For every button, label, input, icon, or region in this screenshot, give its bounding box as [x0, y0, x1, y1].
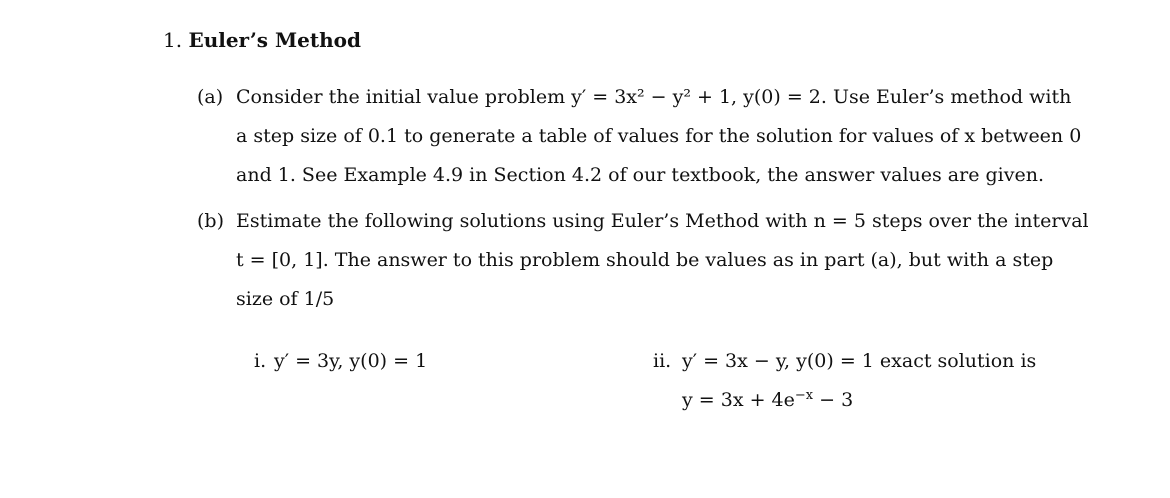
part-a-line-1: Consider the initial value problem y′ = 3x² − y² + 1, y(0) = 2. Use Euler’s method with — [236, 86, 1072, 108]
item-i-label: i. — [254, 350, 267, 372]
section-number: 1. — [163, 28, 183, 52]
item-ii-equation: y′ = 3x − y, y(0) = 1 exact solution is — [682, 350, 1037, 372]
part-b-line-3: size of 1/5 — [236, 288, 335, 310]
section-title: Euler’s Method — [188, 28, 361, 52]
part-a-line-3: and 1. See Example 4.9 in Section 4.2 of our textbook, the answer values are given. — [236, 164, 1044, 186]
part-b-line-2: t = [0, 1]. The answer to this problem should be values as in part (a), but with a step — [236, 249, 1054, 271]
item-ii-label: ii. — [653, 350, 672, 372]
item-ii-exact-solution: $y = 3x + 4e^{-x} - 3$ — [682, 388, 854, 411]
item-i-equation: y′ = 3y, y(0) = 1 — [274, 350, 428, 372]
part-a-label: (a) — [197, 86, 224, 108]
part-b-label: (b) — [197, 210, 224, 232]
section-heading — [163, 28, 361, 52]
part-b-line-1: Estimate the following solutions using Euler’s Method with n = 5 steps over the interval — [236, 210, 1089, 232]
part-a-line-2: a step size of 0.1 to generate a table of values for the solution for values of x between 0 — [236, 125, 1082, 147]
